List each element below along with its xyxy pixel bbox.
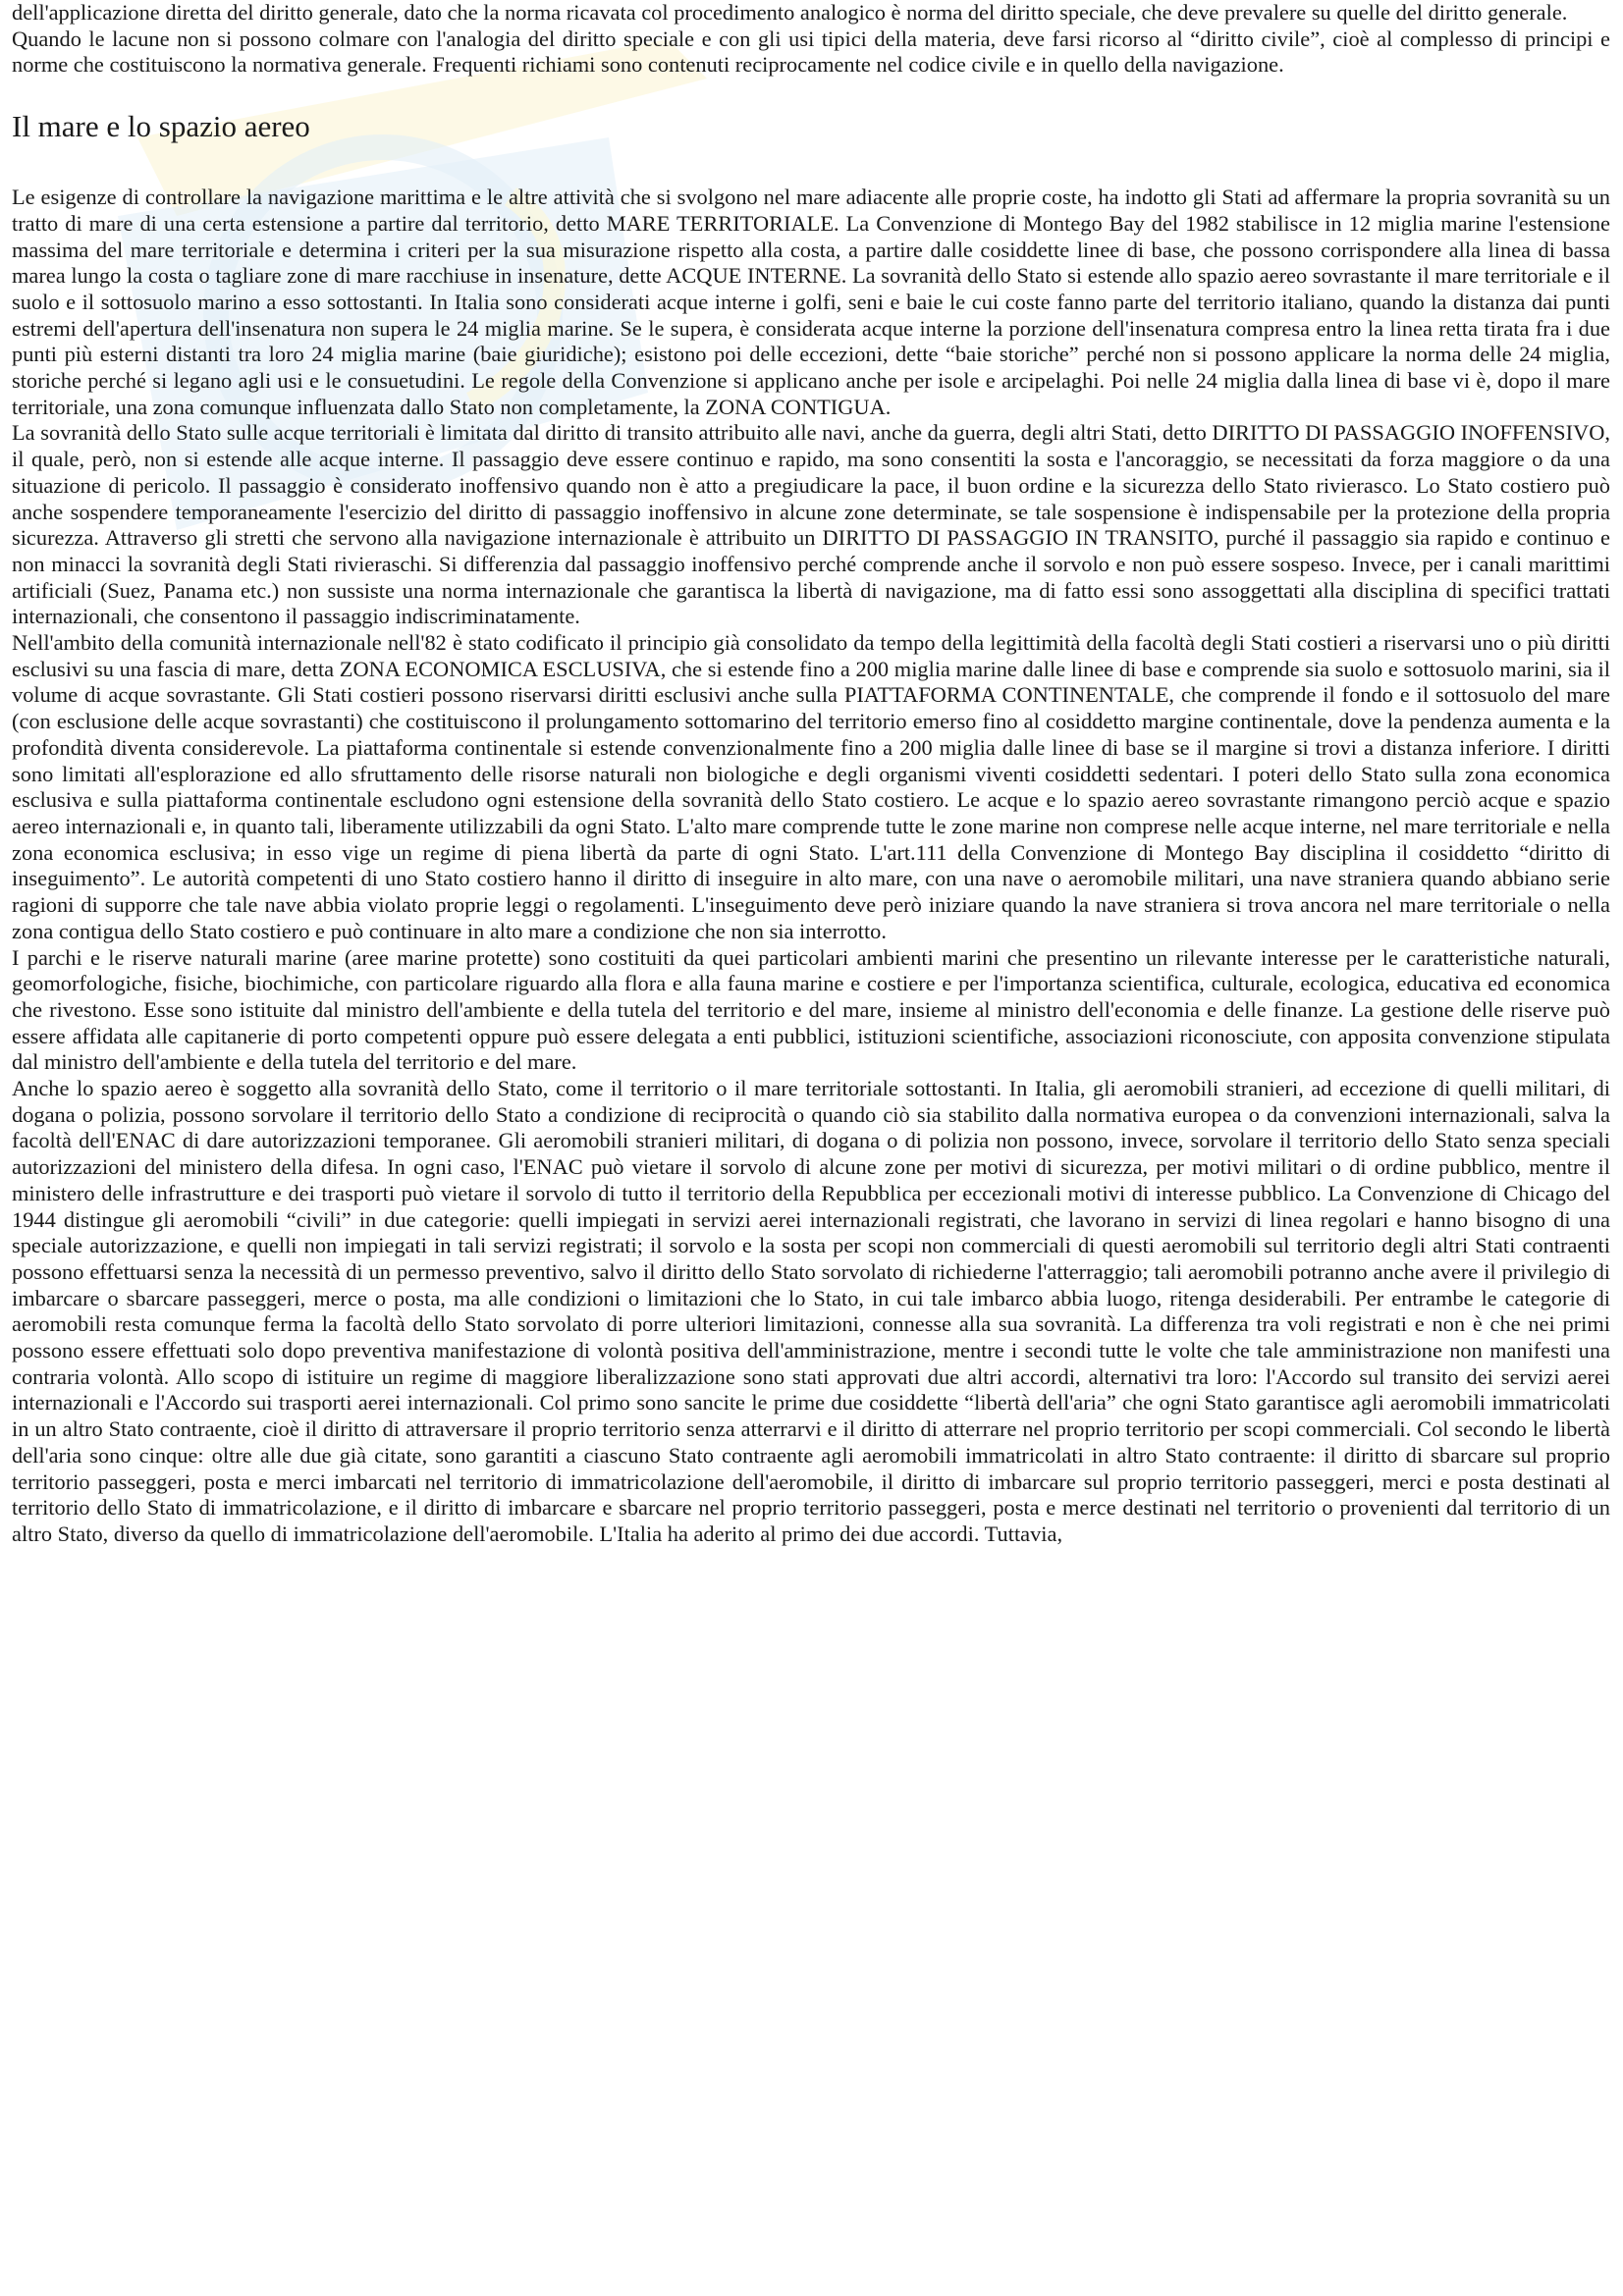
paragraph-zona-economica: Nell'ambito della comunità internazionale nell'82 è stato codificato il principio già consolidato da tempo della legittimità della facoltà degli Stati costieri a riservarsi uno o più diritti esclusivi su una fascia di mare, detta ZONA ECONOMICA ESCLUSIVA, che si estende fino a 200 miglia marine dalle linee di base e comprende sia suolo e sottosuolo marini, sia il volume di acque sovrastante. Gli Stati costieri possono riservarsi diritti esclusivi anche sulla PIATTAFORMA CONTINENTALE, che comprende il fondo e il sottosuolo del mare (con esclusione delle acque sovrastanti) che costituiscono il prolungamento sottomarino del territorio emerso fino al cosiddetto margine continentale, dove la pendenza aumenta e la profondità diventa considerevole. La piattaforma continentale si estende convenzionalmente fino a 200 miglia dalle linee di base se il margine si trovi a distanza inferiore. I diritti sono limitati all'esplorazione ed allo sfruttamento delle risorse naturali non biologiche e degli organismi viventi cosiddetti sedentari. I poteri dello Stato sulla zona economica esclusiva e sulla piattaforma continentale escludono ogni estensione della sovranità dello Stato costiero. Le acque e lo spazio aereo sovrastante rimangono perciò acque e spazio aereo internazionali e, in quanto tali, liberamente utilizzabili da ogni Stato. L'alto mare comprende tutte le zone marine non comprese nelle acque interne, nel mare territoriale e nella zona economica esclusiva; in esso vige un regime di piena libertà da parte di ogni Stato. L'art.111 della Convenzione di Montego Bay disciplina il cosiddetto “diritto di inseguimento”. Le autorità competenti di uno Stato costiero hanno il diritto di inseguire in alto mare, con una nave o aeromobile militari, una nave straniera quando abbiano serie ragioni di supporre che tale nave abbia violato proprie leggi o regolamenti. L'inseguimento deve però iniziare quando la nave straniera si trova ancora nel mare territoriale o nella zona contigua dello Stato costiero e può continuare in alto mare a condizione che non sia interrotto.	[12, 630, 1610, 943]
paragraph-spazio-aereo: Anche lo spazio aereo è soggetto alla sovranità dello Stato, come il territorio o il mare territoriale sottostanti. In Italia, gli aeromobili stranieri, ad eccezione di quelli militari, di dogana o polizia, possono sorvolare il territorio dello Stato a condizione di reciprocità o quando ciò sia stabilito dalla normativa europea o da convenzioni internazionali, salva la facoltà dell'ENAC di dare autorizzazioni temporanee. Gli aeromobili stranieri militari, di dogana o di polizia non possono, invece, sorvolare il territorio dello Stato senza speciali autorizzazioni del ministero della difesa. In ogni caso, l'ENAC può vietare il sorvolo di alcune zone per motivi di sicurezza, per motivi militari o di ordine pubblico, mentre il ministero delle infrastrutture e dei trasporti può vietare il sorvolo di tutto il territorio della Repubblica per eccezionali motivi di interesse pubblico. La Convenzione di Chicago del 1944 distingue gli aeromobili “civili” in due categorie: quelli impiegati in servizi aerei internazionali registrati, che lavorano in servizi di linea regolari e hanno bisogno di una speciale autorizzazione, e quelli non impiegati in tali servizi registrati; il sorvolo e la sosta per scopi non commerciali di questi aeromobili sul territorio degli altri Stati contraenti possono effettuarsi senza la necessità di un permesso preventivo, salvo il diritto dello Stato sorvolato di richiederne l'atterraggio; tali aeromobili potranno anche avere il privilegio di imbarcare o sbarcare passeggeri, merce o posta, ma alle condizioni o limitazioni che lo Stato, in cui tale imbarco abbia luogo, ritenga desiderabili. Per entrambe le categorie di aeromobili resta comunque ferma la facoltà dello Stato sorvolato di porre ulteriori limitazioni, connesse alla sua sovranità. La differenza tra voli registrati e non è che nei primi possono essere effettuati solo dopo preventiva manifestazione di volontà positiva dell'amministrazione, mentre i secondi tutte le volte che tale amministrazione non manifesti una contraria volontà. Allo scopo di istituire un regime di maggiore liberalizzazione sono stati approvati due altri accordi, alternativi tra loro: l'Accordo sul transito dei servizi aerei internazionali e l'Accordo sui trasporti aerei internazionali. Col primo sono sancite le prime due cosiddette “libertà dell'aria” che ogni Stato garantisce agli aeromobili immatricolati in un altro Stato contraente, cioè il diritto di attraversare il proprio territorio senza atterrarvi e il diritto di atterrare nel proprio territorio per scopi commerciali. Col secondo le libertà dell'aria sono cinque: oltre alle due già citate, sono garantiti a ciascuno Stato contraente agli aeromobili immatricolati in altro Stato contraente: il diritto di sbarcare sul proprio territorio passeggeri, posta e merci imbarcati nel territorio di immatricolazione dell'aeromobile, il diritto di imbarcare sul proprio territorio passeggeri, merci e posta destinati al territorio dello Stato di immatricolazione, e il diritto di imbarcare e sbarcare nel proprio territorio passeggeri, posta e merce destinati nel territorio o provenienti dal territorio di un altro Stato, diverso da quello di immatricolazione dell'aeromobile. L'Italia ha aderito al primo dei due accordi. Tuttavia,	[12, 1076, 1610, 1546]
paragraph-intro-2: Quando le lacune non si possono colmare con l'analogia del diritto speciale e con gli usi tipici della materia, deve farsi ricorso al “diritto civile”, cioè al complesso di principi e norme che costituiscono la normativa generale. Frequenti richiami sono contenuti reciprocamente nel codice civile e in quello della navigazione.	[12, 26, 1610, 78]
document-page	[12, 0, 1610, 1548]
section-title: Il mare e lo spazio aereo	[12, 109, 310, 144]
paragraph-aree-marine-protette: I parchi e le riserve naturali marine (aree marine protette) sono costituiti da quei particolari ambienti marini che presentino un rilevante interesse per le caratteristiche naturali, geomorfologiche, fisiche, biochimiche, con particolare riguardo alla flora e alla fauna marine e costiere e per l'importanza scientifica, culturale, ecologica, educativa ed economica che rivestono. Esse sono istituite dal ministro dell'ambiente e della tutela del territorio e del mare, insieme al ministro dell'economia e delle finanze. La gestione delle riserve può essere affidata alle capitanerie di porto competenti oppure può essere delegata a enti pubblici, istituzioni scientifiche, associazioni riconosciute, con apposita convenzione stipulata dal ministro dell'ambiente e della tutela del territorio e del mare.	[12, 944, 1610, 1075]
paragraph-intro-1: dell'applicazione diretta del diritto generale, dato che la norma ricavata col procedimento analogico è norma del diritto speciale, che deve prevalere su quelle del diritto generale.	[12, 0, 1568, 25]
paragraph-passaggio-inoffensivo: La sovranità dello Stato sulle acque territoriali è limitata dal diritto di transito attribuito alle navi, anche da guerra, degli altri Stati, detto DIRITTO DI PASSAGGIO INOFFENSIVO, il quale, però, non si estende alle acque interne. Il passaggio deve essere continuo e rapido, ma sono consentiti la sosta e l'ancoraggio, se necessitati da forza maggiore o da una situazione di pericolo. Il passaggio è considerato inoffensivo quando non è atto a pregiudicare la pace, il buon ordine e la sicurezza dello Stato rivierasco. Lo Stato costiero può anche sospendere temporaneamente l'esercizio del diritto di passaggio inoffensivo in alcune zone determinate, se tale sospensione è indispensabile per la protezione della propria sicurezza. Attraverso gli stretti che servono alla navigazione internazionale è attribuito un DIRITTO DI PASSAGGIO IN TRANSITO, purché il passaggio sia rapido e continuo e non minacci la sovranità degli Stati rivieraschi. Si differenzia dal passaggio inoffensivo perché comprende anche il sorvolo e non può essere sospeso. Invece, per i canali marittimi artificiali (Suez, Panama etc.) non sussiste una norma internazionale che garantisca la libertà di navigazione, ma di fatto essi sono assoggettati alla disciplina di specifici trattati internazionali, che consentono il passaggio indiscriminatamente.	[12, 420, 1610, 629]
paragraph-mare-territoriale: Le esigenze di controllare la navigazione marittima e le altre attività che si svolgono nel mare adiacente alle proprie coste, ha indotto gli Stati ad affermare la propria sovranità su un tratto di mare di una certa estensione a partire dal territorio, detto MARE TERRITORIALE. La Convenzione di Montego Bay del 1982 stabilisce in 12 miglia marine l'estensione massima del mare territoriale e determina i criteri per la sua misurazione rispetto alla costa, a partire dalle cosiddette linee di base, che possono corrispondere alla linea di bassa marea lungo la costa o tagliare zone di mare racchiuse in insenature, dette ACQUE INTERNE. La sovranità dello Stato si estende allo spazio aereo sovrastante il mare territoriale e il suolo e il sottosuolo marino a esso sottostanti. In Italia sono considerati acque interne i golfi, seni e baie le cui coste fanno parte del territorio italiano, quando la distanza dai punti estremi dell'apertura dell'insenatura non supera le 24 miglia marine. Se le supera, è considerata acque interne la porzione dell'insenatura compresa entro la linea retta tirata fra i due punti più esterni distanti tra loro 24 miglia marine (baie giuridiche); esistono poi delle eccezioni, dette “baie storiche” perché non si possono applicare la norma delle 24 miglia, storiche perché si legano agli usi e le consuetudini. Le regole della Convenzione si applicano anche per isole e arcipelaghi. Poi nelle 24 miglia dalla linea di base vi è, dopo il mare territoriale, una zona comunque influenzata dallo Stato non completamente, la ZONA CONTIGUA.	[12, 185, 1610, 419]
